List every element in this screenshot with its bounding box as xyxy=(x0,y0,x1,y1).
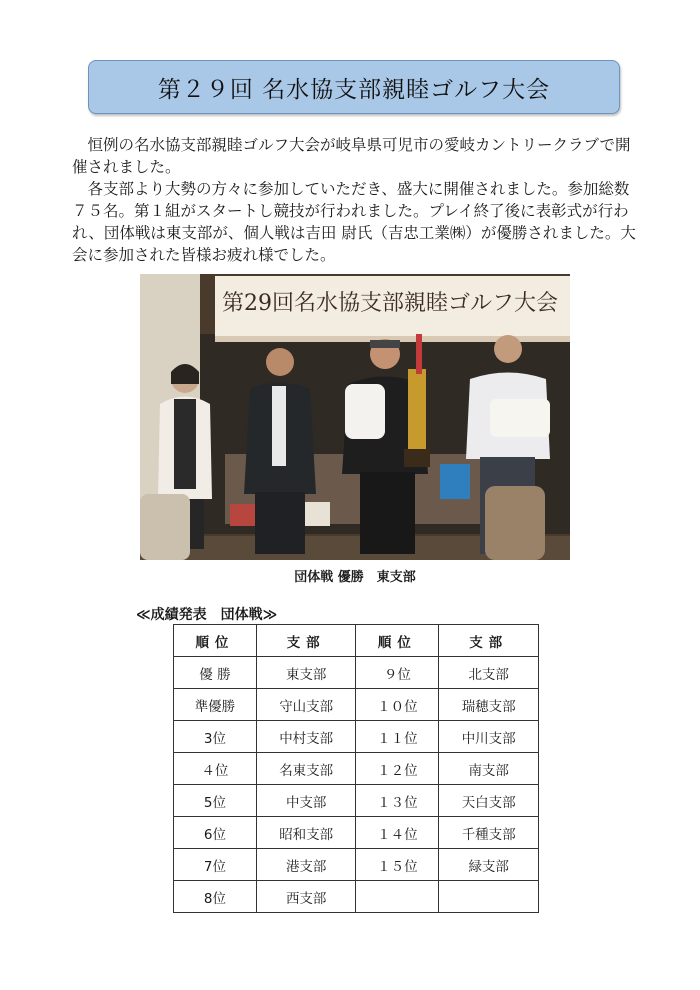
header-branch-right: 支部 xyxy=(439,625,539,657)
rank-cell: １０位 xyxy=(356,689,439,721)
intro-paragraph-2: 各支部より大勢の方々に参加していただき、盛大に開催されました。参加総数７５名。第１組がスタートし競技が行われました。プレイ終了後に表彰式が行われ、団体戦は東支部が、個人戦は吉田 尉氏（吉忠工業㈱）が優勝されました。大会に参加された皆様お疲れ様でした。 xyxy=(72,180,636,264)
branch-cell: 天白支部 xyxy=(439,785,539,817)
results-table xyxy=(173,624,539,913)
branch-cell xyxy=(439,881,539,913)
rank-cell: ９位 xyxy=(356,657,439,689)
branch-cell: 中支部 xyxy=(256,785,356,817)
branch-cell: 中川支部 xyxy=(439,721,539,753)
table-row xyxy=(174,753,539,785)
table-row xyxy=(174,817,539,849)
page-title: 第２９回 名水協支部親睦ゴルフ大会 xyxy=(88,60,620,114)
intro-text xyxy=(72,134,642,266)
branch-cell: 千種支部 xyxy=(439,817,539,849)
intro-paragraph-1: 恒例の名水協支部親睦ゴルフ大会が岐阜県可児市の愛岐カントリークラブで開催されました。 xyxy=(72,136,631,176)
rank-cell: 6位 xyxy=(174,817,257,849)
rank-cell: １４位 xyxy=(356,817,439,849)
branch-cell: 昭和支部 xyxy=(256,817,356,849)
header-rank-right: 順位 xyxy=(356,625,439,657)
table-row xyxy=(174,849,539,881)
rank-cell xyxy=(356,881,439,913)
rank-cell: 3位 xyxy=(174,721,257,753)
header-rank-left: 順位 xyxy=(174,625,257,657)
table-row xyxy=(174,721,539,753)
branch-cell: 緑支部 xyxy=(439,849,539,881)
table-header-row xyxy=(174,625,539,657)
rank-cell: １３位 xyxy=(356,785,439,817)
rank-cell: 8位 xyxy=(174,881,257,913)
branch-cell: 名東支部 xyxy=(256,753,356,785)
rank-cell: １２位 xyxy=(356,753,439,785)
branch-cell: 西支部 xyxy=(256,881,356,913)
branch-cell: 瑞穂支部 xyxy=(439,689,539,721)
table-row xyxy=(174,689,539,721)
branch-cell: 港支部 xyxy=(256,849,356,881)
rank-cell: 5位 xyxy=(174,785,257,817)
table-row xyxy=(174,657,539,689)
rank-cell: 準優勝 xyxy=(174,689,257,721)
rank-cell: 優 勝 xyxy=(174,657,257,689)
branch-cell: 中村支部 xyxy=(256,721,356,753)
rank-cell: ４位 xyxy=(174,753,257,785)
award-photo xyxy=(140,274,570,560)
results-heading: ≪成績発表 団体戦≫ xyxy=(136,607,278,623)
photo-banner-text: 第29回名水協支部親睦ゴルフ大会 xyxy=(222,291,558,316)
table-row xyxy=(174,881,539,913)
rank-cell: １１位 xyxy=(356,721,439,753)
rank-cell: 7位 xyxy=(174,849,257,881)
photo-caption: 団体戦 優勝 東支部 xyxy=(294,570,416,585)
branch-cell: 守山支部 xyxy=(256,689,356,721)
branch-cell: 東支部 xyxy=(256,657,356,689)
rank-cell: １５位 xyxy=(356,849,439,881)
branch-cell: 北支部 xyxy=(439,657,539,689)
branch-cell: 南支部 xyxy=(439,753,539,785)
table-row xyxy=(174,785,539,817)
header-branch-left: 支部 xyxy=(256,625,356,657)
